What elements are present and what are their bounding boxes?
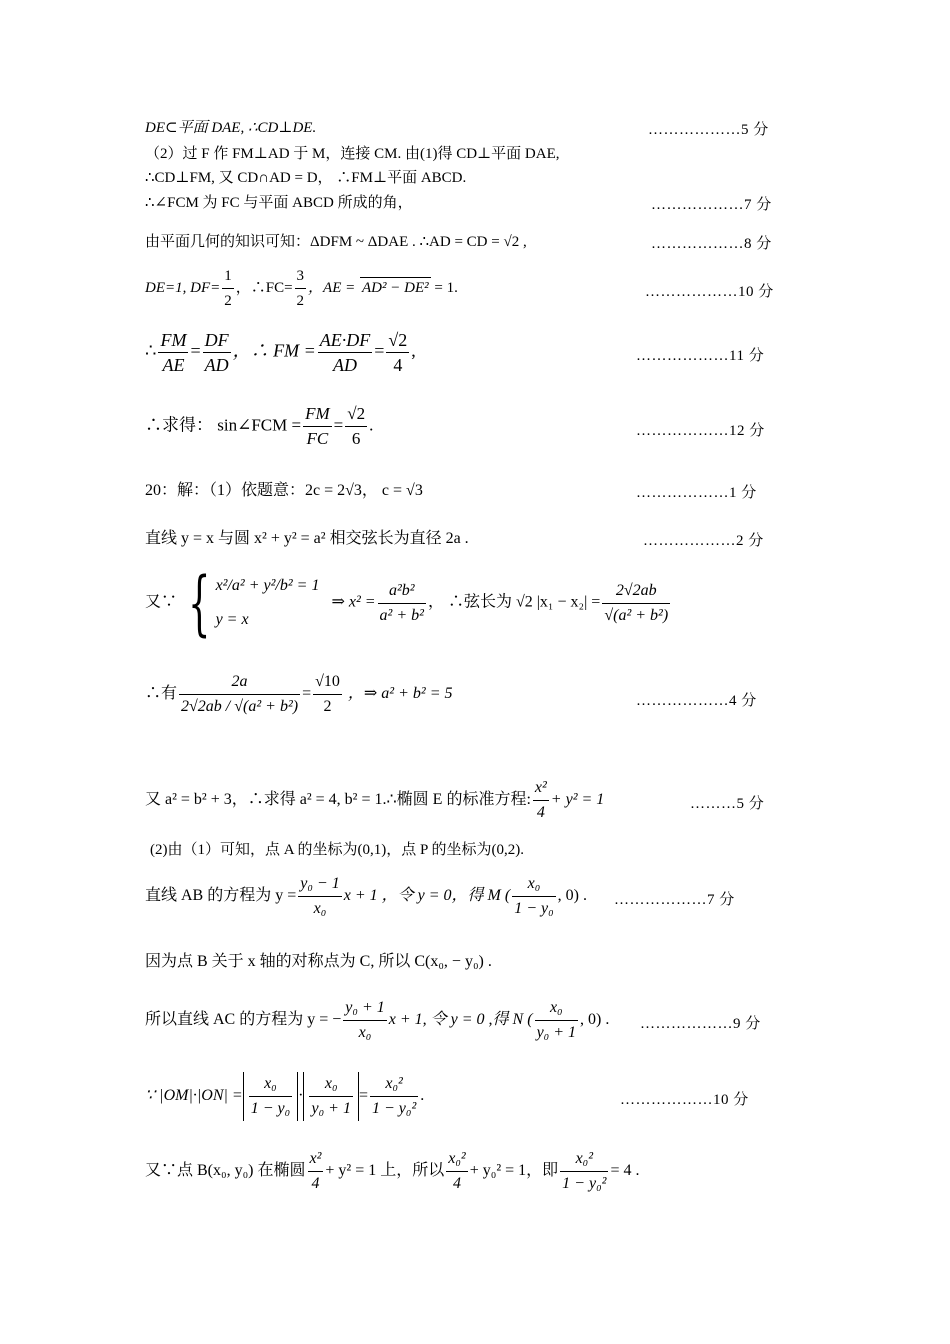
score-9: ………………9 分: [640, 1016, 761, 1032]
fraction-half: $\frac{1}{2}$: [222, 264, 234, 313]
score-12: ………………12 分: [636, 423, 765, 439]
text-line-19: 又∵点 B(x₀, y₀) 在椭圆 $\frac{\text{x²}}{4}$ + y² = 1 上，所以 $\frac{\text{x₀²}}{4}$ + y₀² = 1，即 $\frac{\text{x₀²}}{\text{1 − y₀²}}$ = 4 .: [145, 1147, 639, 1196]
text-line-11: 又∵ { x²/a² + y²/b² = 1 y = x ⇒ x² = $\frac{\text{a²b²}}{\text{a² + b²}}$ ， ∴弦长为 √2 |x₁ − x₂| = $\frac{2√2ab}{\text{√(a² + b²)}}$: [145, 562, 669, 644]
fraction-ac: $\frac{\text{y₀ + 1}}{\text{x₀}}$: [343, 996, 386, 1045]
fraction-b2: $\frac{\text{x₀²}}{4}$: [446, 1147, 467, 1196]
sqrt-ae: AD² − DE²: [360, 277, 431, 298]
text-line-12: ∴有 $\frac{2a}{\text{2√2ab / √(a² + b²)}}$ = $\frac{√10}{2}$ ，⇒ a² + b² = 5: [145, 670, 453, 719]
fraction-om1: $\frac{\text{x₀}}{\text{1 − y₀}}$: [249, 1072, 292, 1121]
score-4: ………………4 分: [636, 693, 757, 709]
fraction-ab: $\frac{\text{y₀ − 1}}{\text{x₀}}$: [298, 872, 341, 921]
equation-system: x²/a² + y²/b² = 1 y = x: [215, 577, 320, 628]
fraction-om3: $\frac{\text{x₀²}}{\text{1 − y₀²}}$: [370, 1072, 418, 1121]
text-line-3: ∴CD⊥FM, 又 CD∩AD = D， ∴FM⊥平面 ABCD.: [145, 170, 467, 186]
fraction-fm-fc: $\frac{FM}{FC}$: [305, 404, 330, 448]
score-10b: ………………10 分: [620, 1092, 749, 1108]
score-2: ………………2 分: [643, 533, 764, 549]
fraction-have: $\frac{2a}{\text{2√2ab / √(a² + b²)}}$: [179, 670, 300, 719]
text-line-8: ∴求得： sin∠FCM = $\frac{FM}{FC}$ = $\frac{√2}{6}$ .: [145, 402, 373, 451]
fraction-chord: $\frac{2√2ab}{\text{√(a² + b²)}}$: [602, 579, 670, 628]
fraction-n: $\frac{\text{x₀}}{\text{y₀ + 1}}$: [535, 996, 578, 1045]
fraction-m: $\frac{\text{x₀}}{\text{1 − y₀}}$: [512, 872, 555, 921]
fraction-x2: $\frac{\text{a²b²}}{\text{a² + b²}}$: [378, 579, 426, 628]
text-line-6: DE=1, DF= $\frac{1}{2}$ ，∴FC= $\frac{3}{2}$ ，AE = AD² − DE² = 1.: [145, 264, 458, 313]
score-5b: ………5 分: [690, 796, 765, 812]
text-line-4: ∴∠FCM 为 FC 与平面 ABCD 所成的角，: [145, 195, 413, 211]
text-line-14: (2)由（1）可知，点 A 的坐标为(0,1)，点 P 的坐标为(0,2).: [150, 842, 525, 858]
fraction-three-half: $\frac{3}{2}$: [295, 264, 307, 313]
fraction-om2: $\frac{\text{x₀}}{\text{y₀ + 1}}$: [309, 1072, 352, 1121]
score-1: ………………1 分: [636, 485, 757, 501]
text-line-17: 所以直线 AC 的方程为 y = − $\frac{\text{y₀ + 1}}{\text{x₀}}$ x + 1, 令 y = 0 ,得 N ( $\frac{\text{x₀}}{\text{y₀ + 1}}$ , 0) .: [145, 996, 609, 1045]
text-line-13: 又 a² = b² + 3，∴求得 a² = 4, b² = 1.∴椭圆 E 的标准方程: $\frac{\text{x²}}{4}$ + y² = 1: [145, 776, 604, 825]
text-line-5: 由平面几何的知识可知：ΔDFM ~ ΔDAE . ∴AD = CD = √2 ,: [145, 234, 527, 250]
fraction-fm-ae: $\frac{FM}{AE}$: [160, 330, 187, 375]
score-8: ………………8 分: [651, 236, 772, 252]
text-line-10: 直线 y = x 与圆 x² + y² = a² 相交弦长为直径 2a .: [145, 530, 469, 547]
score-5: ………………5 分: [648, 122, 769, 138]
fraction-r2-4: $\frac{√2}{4}$: [388, 330, 408, 375]
score-10: ………………10 分: [645, 284, 774, 300]
text-line-15: 直线 AB 的方程为 y = $\frac{\text{y₀ − 1}}{\text{x₀}}$ x + 1 ，令 y = 0，得 M ( $\frac{\text{x₀}}{\text{1 − y₀}}$ , 0) .: [145, 872, 587, 921]
fraction-r10-2: $\frac{√10}{2}$: [313, 670, 342, 719]
fraction-b3: $\frac{\text{x₀²}}{\text{1 − y₀²}}$: [560, 1147, 608, 1196]
score-7b: ………………7 分: [614, 892, 735, 908]
fraction-b1: $\frac{\text{x²}}{4}$: [308, 1147, 324, 1196]
text-line-7: ∴ $\frac{FM}{AE}$ = $\frac{DF}{AD}$ ，∴ FM = $\frac{AE\cdot DF}{AD}$ = $\frac{√2}{4}$ ,: [145, 330, 416, 375]
text-line-2: （2）过 F 作 FM⊥AD 于 M，连接 CM. 由(1)得 CD⊥平面 DAE,: [145, 146, 560, 162]
text-line-1: DE⊂平面 DAE, ∴CD⊥DE.: [145, 120, 317, 136]
text-line-16: 因为点 B 关于 x 轴的对称点为 C, 所以 C(x₀, − y₀) .: [145, 953, 492, 970]
score-11: ………………11 分: [636, 348, 765, 364]
text-line-9: 20：解：（1）依题意：2c = 2√3， c = √3: [145, 482, 423, 499]
text-line-18: ∵ |OM|·|ON| = $\frac{\text{x₀}}{\text{1 − y₀}}$ · $\frac{\text{x₀}}{\text{y₀ + 1}}$ = $\frac{\text{x₀²}}{\text{1 − y₀²}}$ .: [145, 1072, 424, 1121]
fraction-ellipse: $\frac{\text{x²}}{4}$: [533, 776, 549, 825]
fraction-r2-6: $\frac{√2}{6}$: [347, 404, 366, 448]
score-7: ………………7 分: [651, 197, 772, 213]
fraction-df-ad: $\frac{DF}{AD}$: [204, 330, 229, 375]
fraction-aedf-ad: $\frac{AE\cdot DF}{AD}$: [319, 330, 371, 375]
